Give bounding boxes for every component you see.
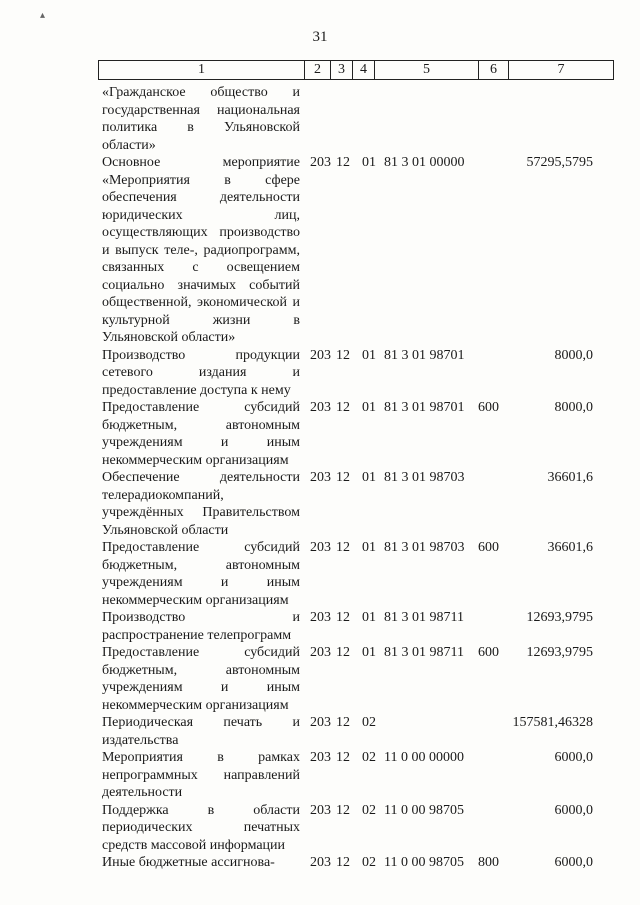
row-name: Периодическая печать и издательства [102, 715, 300, 748]
table-header [98, 60, 614, 80]
row-cs: 11 0 00 98705 [384, 855, 464, 870]
row-pr: 02 [362, 855, 376, 870]
row-vr: 600 [478, 400, 499, 415]
table-row [0, 749, 640, 802]
budget-table [0, 84, 640, 872]
header-col-2: 2 [305, 61, 331, 79]
row-pr: 01 [362, 470, 376, 485]
row-name: «Гражданское общество и государственная национальная политика в Ульяновской области» [102, 85, 300, 153]
row-gl: 203 [310, 750, 331, 765]
row-pr: 02 [362, 750, 376, 765]
row-rz: 12 [336, 347, 350, 363]
row-cs: 81 3 01 98703 [384, 470, 465, 485]
row-cs: 81 3 01 98701 [384, 347, 465, 363]
row-pr: 02 [362, 715, 376, 730]
row-sum: 157581,46328 [512, 715, 593, 730]
row-cs: 81 3 01 98711 [384, 610, 464, 625]
table-row [0, 84, 640, 154]
row-rz: 12 [336, 645, 350, 660]
table-row [0, 854, 640, 872]
row-name: Производство и распространение телепрограмм [102, 610, 300, 643]
row-sum: 8000,0 [554, 347, 593, 363]
row-vr: 800 [478, 855, 499, 870]
row-name: Основное мероприятие «Мероприятия в сфере обеспечения деятельности юридических лиц, осуществляющих производство и выпуск теле-, радиопрограмм, связанных с освещением социально значимых событий общественной, экономической и культурной жизни в Ульяновской области» [102, 155, 300, 345]
row-gl: 203 [310, 645, 331, 660]
row-gl: 203 [310, 347, 331, 363]
row-name: Предоставление субсидий бюджетным, автономным учреждениям и иным некоммерческим организациям [102, 645, 300, 713]
row-cs: 81 3 01 98711 [384, 645, 464, 660]
row-sum: 36601,6 [547, 540, 593, 555]
row-pr: 01 [362, 347, 376, 363]
row-vr: 600 [478, 540, 499, 555]
row-name: Предоставление субсидий бюджетным, автономным учреждениям и иным некоммерческим организациям [102, 540, 300, 608]
row-gl: 203 [310, 540, 331, 555]
row-gl: 203 [310, 802, 331, 818]
row-sum: 12693,9795 [526, 610, 593, 625]
header-col-1: 1 [99, 61, 305, 79]
row-gl: 203 [310, 610, 331, 625]
row-pr: 01 [362, 400, 376, 415]
row-pr: 01 [362, 645, 376, 660]
row-rz: 12 [336, 540, 350, 555]
row-rz: 12 [336, 750, 350, 765]
row-gl: 203 [310, 470, 331, 485]
row-name: Иные бюджетные ассигнова- [102, 855, 275, 870]
table-row [0, 609, 640, 644]
row-name: Поддержка в области периодических печатных средств массовой информации [102, 802, 300, 853]
table-row [0, 714, 640, 749]
row-pr: 01 [362, 155, 376, 170]
row-cs: 11 0 00 98705 [384, 802, 464, 818]
table-row [0, 154, 640, 347]
table-row [0, 539, 640, 609]
row-gl: 203 [310, 400, 331, 415]
row-vr: 600 [478, 645, 499, 660]
page-number: 31 [312, 29, 328, 45]
row-gl: 203 [310, 855, 331, 870]
row-gl: 203 [310, 155, 331, 170]
row-rz: 12 [336, 715, 350, 730]
row-name: Обеспечение деятельности телерадиокомпаний, учреждённых Правительством Ульяновской области [102, 470, 300, 538]
row-pr: 01 [362, 540, 376, 555]
row-rz: 12 [336, 855, 350, 870]
header-col-5: 5 [375, 61, 479, 79]
row-sum: 6000,0 [554, 802, 593, 818]
table-row [0, 644, 640, 714]
row-name: Производство продукции сетевого издания и предоставление доступа к нему [102, 347, 300, 398]
header-col-7: 7 [557, 62, 565, 77]
row-cs: 81 3 01 00000 [384, 155, 465, 170]
table-row [0, 469, 640, 539]
row-sum: 57295,5795 [526, 155, 593, 170]
row-rz: 12 [336, 470, 350, 485]
row-rz: 12 [336, 400, 350, 415]
row-pr: 02 [362, 802, 376, 818]
row-rz: 12 [336, 155, 350, 170]
table-row [0, 399, 640, 469]
row-sum: 12693,9795 [526, 645, 593, 660]
row-cs: 11 0 00 00000 [384, 750, 464, 765]
row-rz: 12 [336, 802, 350, 818]
row-sum: 8000,0 [554, 400, 593, 415]
table-row [0, 347, 640, 400]
row-rz: 12 [336, 610, 350, 625]
row-sum: 36601,6 [547, 470, 593, 485]
row-gl: 203 [310, 715, 331, 730]
row-sum: 6000,0 [554, 855, 593, 870]
header-col-4: 4 [353, 61, 375, 79]
row-cs: 81 3 01 98703 [384, 540, 465, 555]
row-name: Предоставление субсидий бюджетным, автономным учреждениям и иным некоммерческим организациям [102, 400, 300, 468]
row-name: Мероприятия в рамках непрограммных направлений деятельности [102, 750, 300, 800]
header-col-3: 3 [331, 61, 353, 79]
row-pr: 01 [362, 610, 376, 625]
row-sum: 6000,0 [554, 750, 593, 765]
table-row [0, 802, 640, 855]
row-cs: 81 3 01 98701 [384, 400, 465, 415]
scan-speck: ▴ [40, 10, 46, 21]
header-col-6: 6 [479, 61, 509, 79]
